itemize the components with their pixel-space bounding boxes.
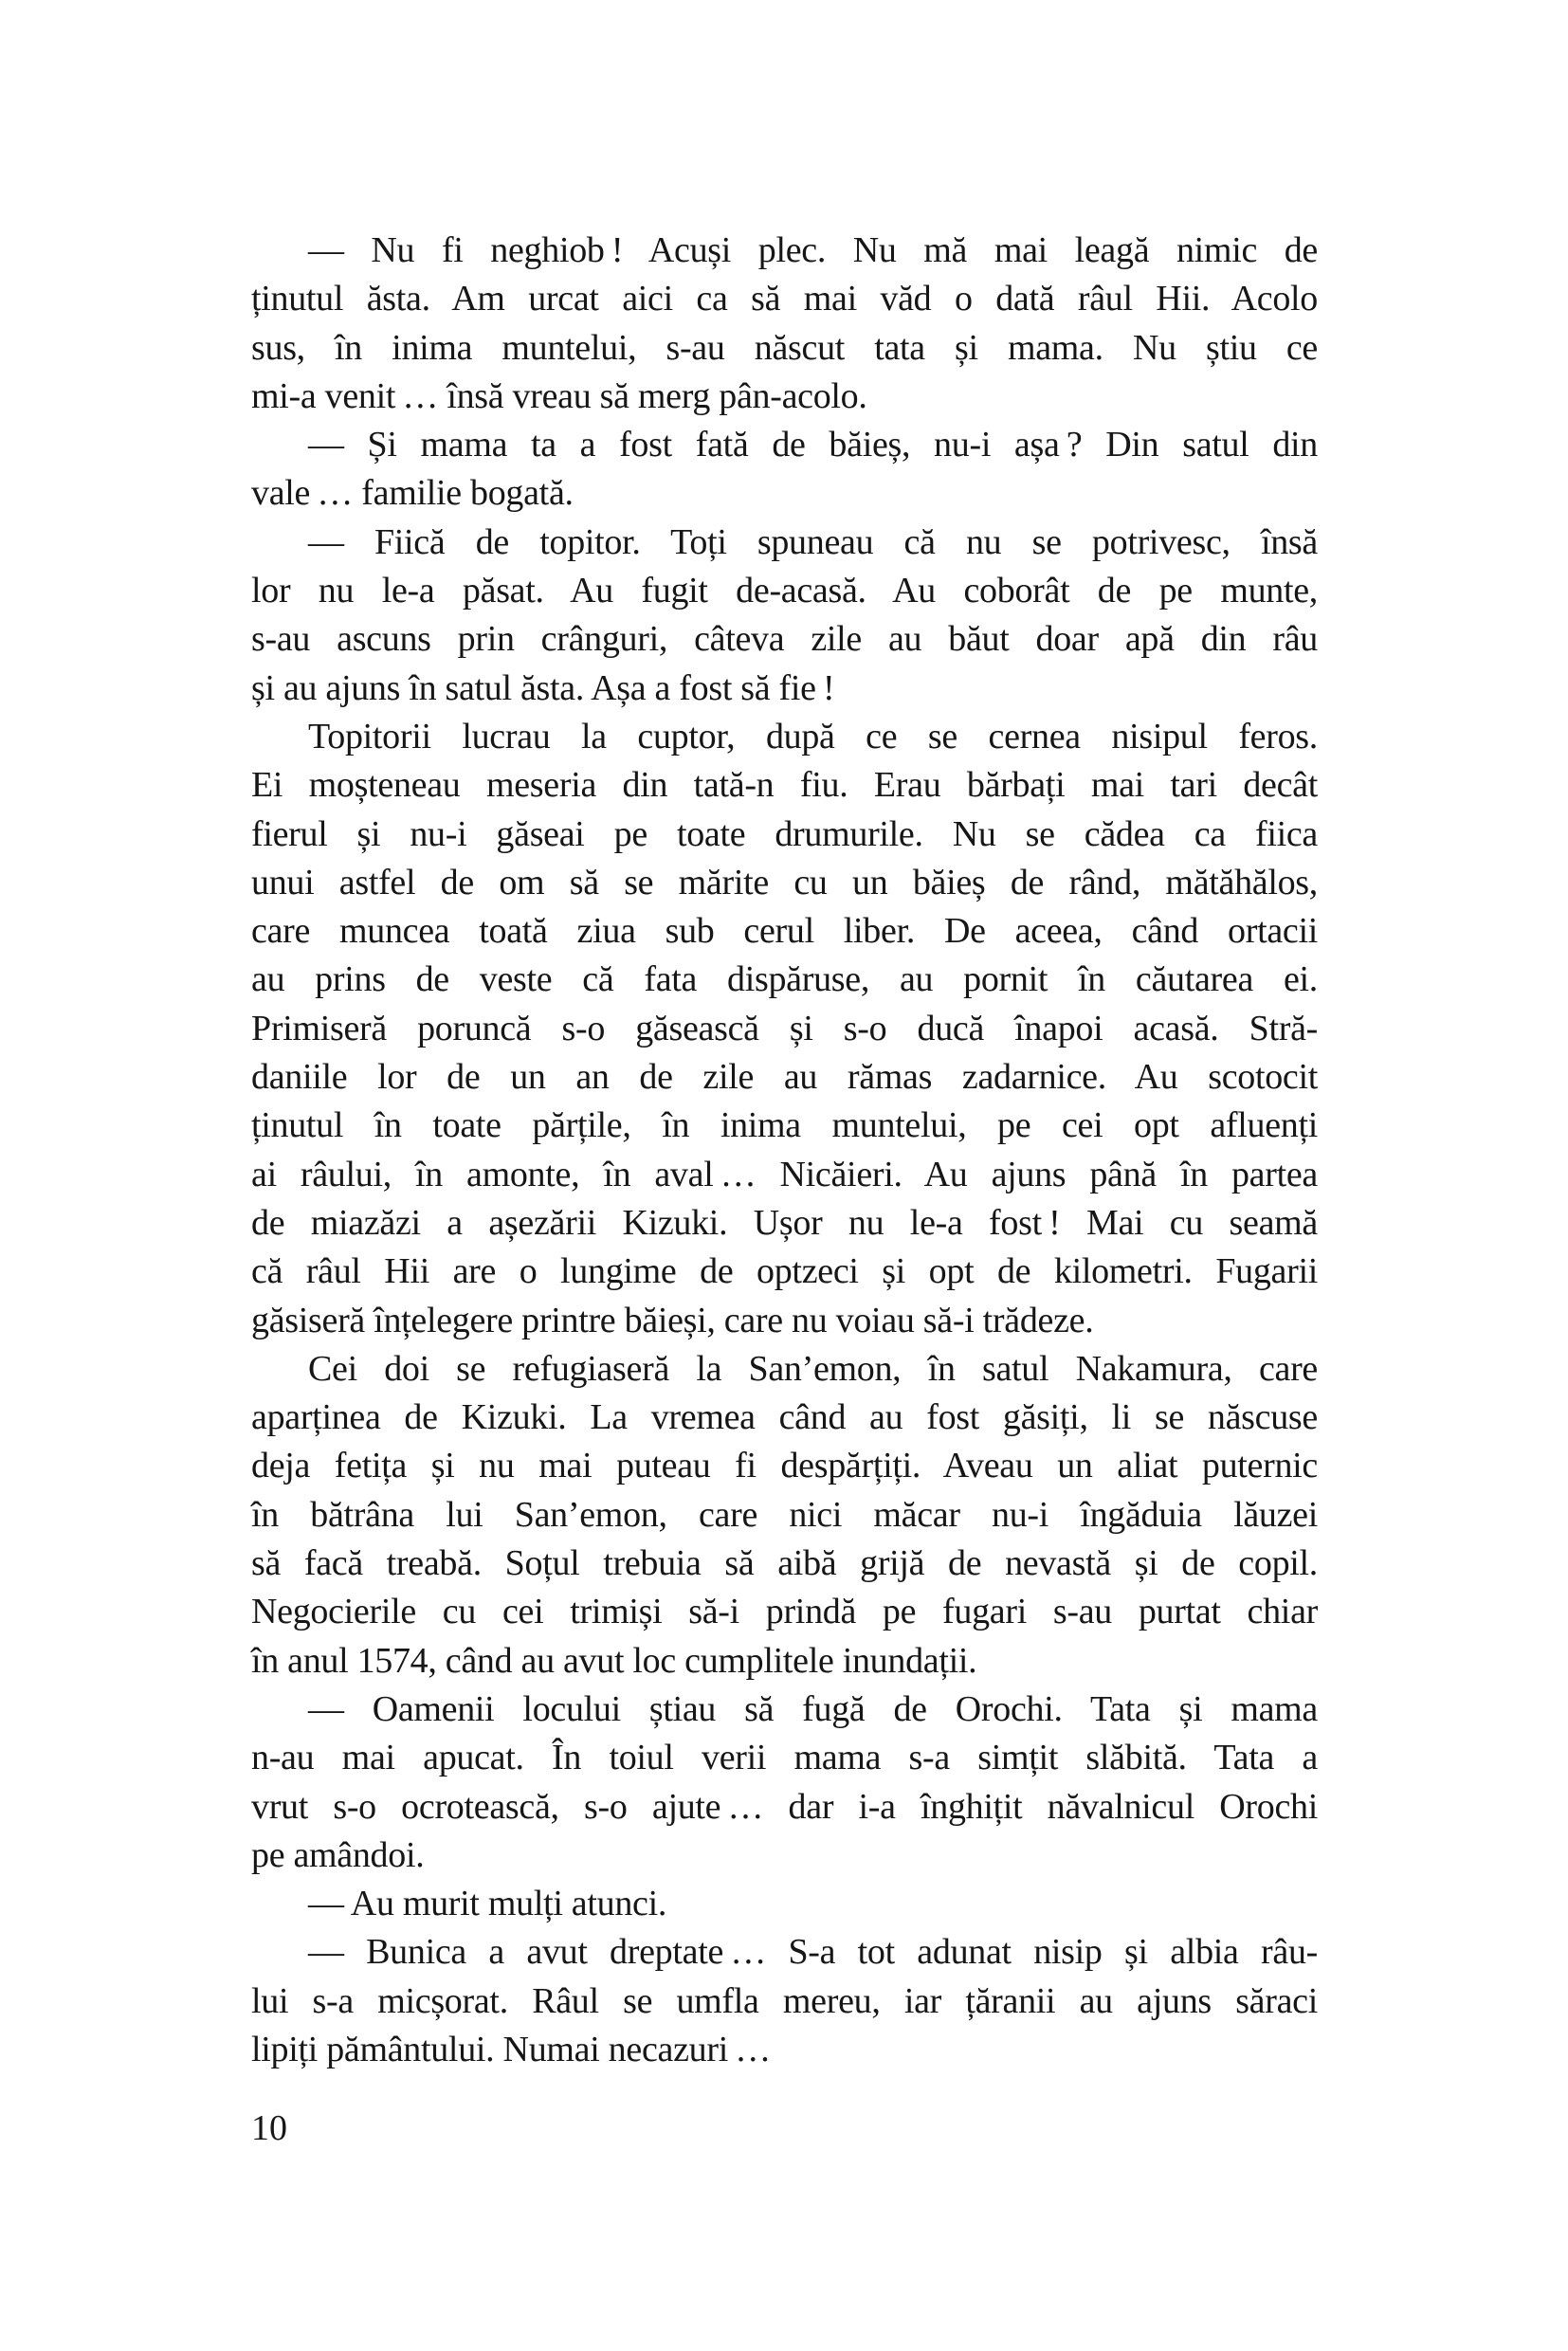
text-line: au prins de veste că fata dispăruse, au pornit în căutarea ei.: [251, 959, 1318, 1000]
text-line: n-au mai apucat. În toiul verii mama s-a simțit slăbită. Tata a: [251, 1738, 1318, 1778]
text-line: să facă treabă. Soțul trebuia să aibă grijă de nevastă și de copil.: [251, 1543, 1318, 1584]
text-line: Cei doi se refugiaseră la San’emon, în satul Nakamura, care: [308, 1348, 1318, 1389]
text-line: ai râului, în amonte, în aval … Nicăieri. Au ajuns până în partea: [251, 1154, 1318, 1194]
page-number: 10: [251, 2108, 287, 2148]
text-line: Ei moșteneau meseria din tată-n fiu. Erau bărbați mai tari decât: [251, 765, 1318, 806]
text-line: de miazăzi a așezării Kizuki. Ușor nu le-a fost ! Mai cu seamă: [251, 1202, 1318, 1243]
text-line: — Nu fi neghiob ! Acuși plec. Nu mă mai leagă nimic de: [308, 230, 1318, 270]
text-line: unui astfel de om să se mărite cu un băieș de rând, mătăhălos,: [251, 862, 1318, 902]
text-line: — Și mama ta a fost fată de băieș, nu-i așa ? Din satul din: [308, 425, 1318, 465]
text-line: Primiseră poruncă s-o găsească și s-o ducă înapoi acasă. Stră-: [251, 1008, 1318, 1048]
text-line: ținutul ăsta. Am urcat aici ca să mai văd o dată râul Hii. Acolo: [251, 279, 1318, 319]
text-line: vrut s-o ocrotească, s-o ajute … dar i-a înghițit năvalnicul Orochi: [251, 1786, 1318, 1827]
text-line: și au ajuns în satul ăsta. Așa a fost să fie !: [251, 667, 835, 708]
text-line: aparținea de Kizuki. La vremea când au fost găsiți, li se născuse: [251, 1397, 1318, 1438]
text-line: — Au murit mulți atunci.: [308, 1884, 667, 1924]
text-line: găsiseră înțelegere printre băieși, care nu voiau să-i trădeze.: [251, 1300, 1094, 1340]
text-block: [251, 227, 1318, 2074]
text-line: s-au ascuns prin crânguri, câteva zile au băut doar apă din râu: [251, 619, 1318, 660]
text-line: daniile lor de un an de zile au rămas zadarnice. Au scotocit: [251, 1057, 1318, 1098]
text-line: — Oamenii locului știau să fugă de Orochi. Tata și mama: [308, 1688, 1318, 1729]
text-line: în anul 1574, când au avut loc cumplitele inundații.: [251, 1640, 977, 1681]
text-line: — Bunica a avut dreptate … S-a tot adunat nisip și albia râu-: [308, 1932, 1318, 1973]
text-line: lor nu le-a păsat. Au fugit de-acasă. Au coborât de pe munte,: [251, 571, 1318, 611]
text-line: — Fiică de topitor. Toți spuneau că nu se potrivesc, însă: [308, 521, 1318, 562]
text-line: sus, în inima muntelui, s-au născut tata și mama. Nu știu ce: [251, 327, 1318, 368]
text-line: că râul Hii are o lungime de optzeci și opt de kilometri. Fugarii: [251, 1251, 1318, 1292]
text-line: mi-a venit … însă vreau să merg pân-acolo.: [251, 375, 867, 416]
text-line: lui s-a micșorat. Râul se umfla mereu, iar țăranii au ajuns săraci: [251, 1980, 1318, 2021]
text-line: pe amândoi.: [251, 1834, 425, 1875]
text-line: fierul și nu-i găseai pe toate drumurile. Nu se cădea ca fiica: [251, 813, 1318, 854]
text-line: vale … familie bogată.: [251, 473, 574, 514]
text-line: ținutul în toate părțile, în inima muntelui, pe cei opt afluenți: [251, 1105, 1318, 1146]
text-line: care muncea toată ziua sub cerul liber. De aceea, când ortacii: [251, 911, 1318, 952]
text-line: deja fetița și nu mai puteau fi despărțiți. Aveau un aliat puternic: [251, 1446, 1318, 1486]
text-line: lipiți pământului. Numai necazuri …: [251, 2029, 771, 2069]
text-line: în bătrâna lui San’emon, care nici măcar nu-i îngăduia lăuzei: [251, 1494, 1318, 1535]
text-line: Topitorii lucrau la cuptor, după ce se cernea nisipul feros.: [308, 716, 1318, 756]
text-line: Negocierile cu cei trimiși să-i prindă pe fugari s-au purtat chiar: [251, 1592, 1318, 1632]
